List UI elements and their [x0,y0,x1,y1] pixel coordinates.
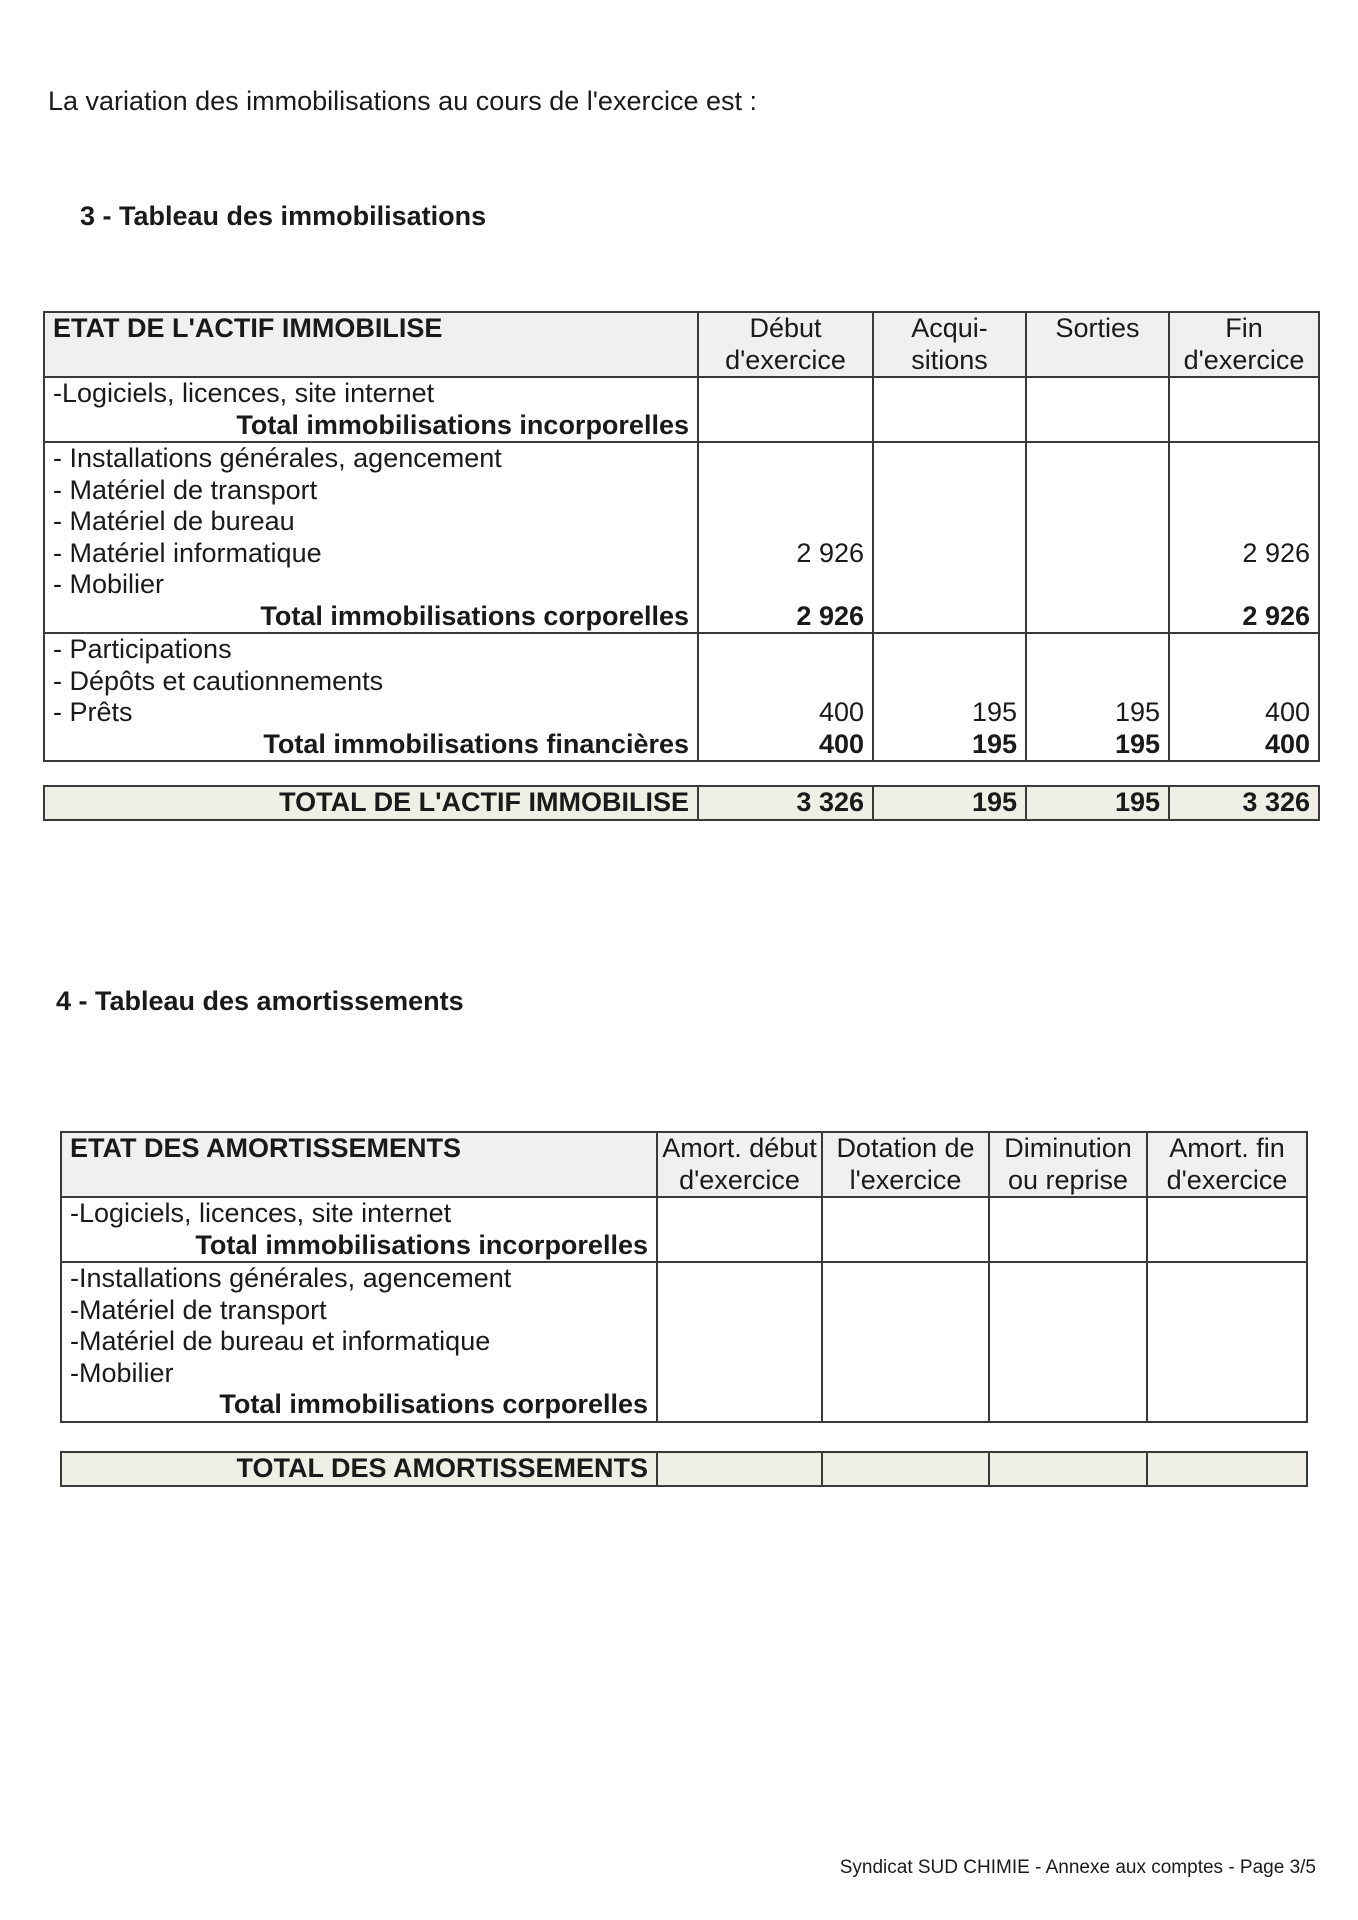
amort-incorporelles-dotation [822,1197,989,1262]
incorporelles-group [44,377,1319,442]
amort-corporelles-diminution [989,1262,1147,1422]
corporelles-debut [698,442,873,633]
total-corporelles-debut: 2 926 [796,600,864,631]
amortissements-table [60,1131,1308,1423]
prets-debut: 400 [818,697,864,727]
financieres-sorties [1026,633,1169,761]
amort-incorporelles-debut [657,1197,822,1262]
item-informatique: - Matériel informatique [53,537,322,568]
corporelles-labels [44,442,698,633]
amort-corporelles-dotation [822,1262,989,1422]
total-corporelles-fin: 2 926 [1242,600,1310,631]
item-logiciels: -Logiciels, licences, site internet [53,378,435,408]
header-sorties: Sorties [1026,312,1169,377]
amort-item-transport: -Matériel de transport [70,1294,327,1325]
item-transport: - Matériel de transport [53,474,318,505]
amort-grand-total-row [61,1452,1307,1486]
prets-acquisitions: 195 [971,697,1017,727]
amortissements-grand-total-table [60,1451,1308,1487]
intro-text: La variation des immobilisations au cours de l'exercice est : [48,86,757,116]
header-amort-debut: Amort. début d'exercice [657,1132,822,1197]
corporelles-sorties [1026,442,1169,633]
grand-total-row [44,786,1319,820]
total-incorporelles-label: Total immobilisations incorporelles [236,409,689,440]
grand-total-fin: 3 326 [1169,786,1319,820]
amort-incorporelles-labels [61,1197,657,1262]
grand-total-sorties: 195 [1026,786,1169,820]
incorporelles-acquisitions [873,377,1026,442]
corporelles-acquisitions [873,442,1026,633]
table-header-row [61,1132,1307,1197]
amort-item-logiciels: -Logiciels, licences, site internet [70,1198,452,1228]
total-financieres-label: Total immobilisations financières [263,728,689,759]
total-financieres-debut: 400 [818,728,864,759]
section-4-title: 4 - Tableau des amortissements [56,986,464,1016]
amort-corporelles-labels [61,1262,657,1422]
incorporelles-debut [698,377,873,442]
financieres-debut [698,633,873,761]
item-installations: - Installations générales, agencement [53,443,502,473]
header-amort-fin: Amort. fin d'exercice [1147,1132,1307,1197]
grand-total-acquisitions: 195 [873,786,1026,820]
incorporelles-labels [44,377,698,442]
amort-corporelles-group [61,1262,1307,1422]
amort-grand-total-label: TOTAL DES AMORTISSEMENTS [61,1452,657,1486]
amort-total-incorporelles-label: Total immobilisations incorporelles [195,1229,648,1260]
amort-corporelles-debut [657,1262,822,1422]
header-dotation: Dotation de l'exercice [822,1132,989,1197]
table-header-row [44,312,1319,377]
amort-item-mobilier: -Mobilier [70,1357,174,1388]
item-participations: - Participations [53,634,232,664]
amort-item-bureau-informatique: -Matériel de bureau et informatique [70,1326,491,1356]
amort-total-corporelles-label: Total immobilisations corporelles [219,1389,648,1419]
amort-incorporelles-diminution [989,1197,1147,1262]
financieres-fin [1169,633,1319,761]
header-debut: Début d'exercice [698,312,873,377]
header-label: ETAT DE L'ACTIF IMMOBILISE [44,312,698,377]
informatique-debut: 2 926 [796,537,864,568]
immobilisations-table [43,311,1320,762]
amort-incorporelles-fin [1147,1197,1307,1262]
header-diminution: Diminution ou reprise [989,1132,1147,1197]
amort-grand-total-diminution [989,1452,1147,1486]
amort-incorporelles-group [61,1197,1307,1262]
item-depots: - Dépôts et cautionnements [53,665,384,696]
item-prets: - Prêts [53,697,133,727]
actif-grand-total-table [43,785,1320,821]
header-acquisitions: Acqui- sitions [873,312,1026,377]
amort-grand-total-dotation [822,1452,989,1486]
item-bureau: - Matériel de bureau [53,506,295,536]
total-financieres-sorties: 195 [1114,728,1160,759]
page-footer: Syndicat SUD CHIMIE - Annexe aux comptes - Page 3/5 [839,1857,1316,1878]
incorporelles-sorties [1026,377,1169,442]
prets-fin: 400 [1264,697,1310,727]
section-3-title: 3 - Tableau des immobilisations [80,201,487,231]
financieres-acquisitions [873,633,1026,761]
amort-grand-total-debut [657,1452,822,1486]
amort-item-installations: -Installations générales, agencement [70,1263,512,1293]
informatique-fin: 2 926 [1242,537,1310,568]
amort-corporelles-fin [1147,1262,1307,1422]
incorporelles-fin [1169,377,1319,442]
corporelles-fin [1169,442,1319,633]
header-fin: Fin d'exercice [1169,312,1319,377]
prets-sorties: 195 [1114,697,1160,727]
grand-total-label: TOTAL DE L'ACTIF IMMOBILISE [44,786,698,820]
total-corporelles-label: Total immobilisations corporelles [260,600,689,631]
header-label: ETAT DES AMORTISSEMENTS [61,1132,657,1197]
amort-grand-total-fin [1147,1452,1307,1486]
financieres-labels [44,633,698,761]
grand-total-debut: 3 326 [698,786,873,820]
financieres-group [44,633,1319,761]
item-mobilier: - Mobilier [53,569,165,599]
total-financieres-acquisitions: 195 [971,728,1017,759]
corporelles-group [44,442,1319,633]
total-financieres-fin: 400 [1264,728,1310,759]
